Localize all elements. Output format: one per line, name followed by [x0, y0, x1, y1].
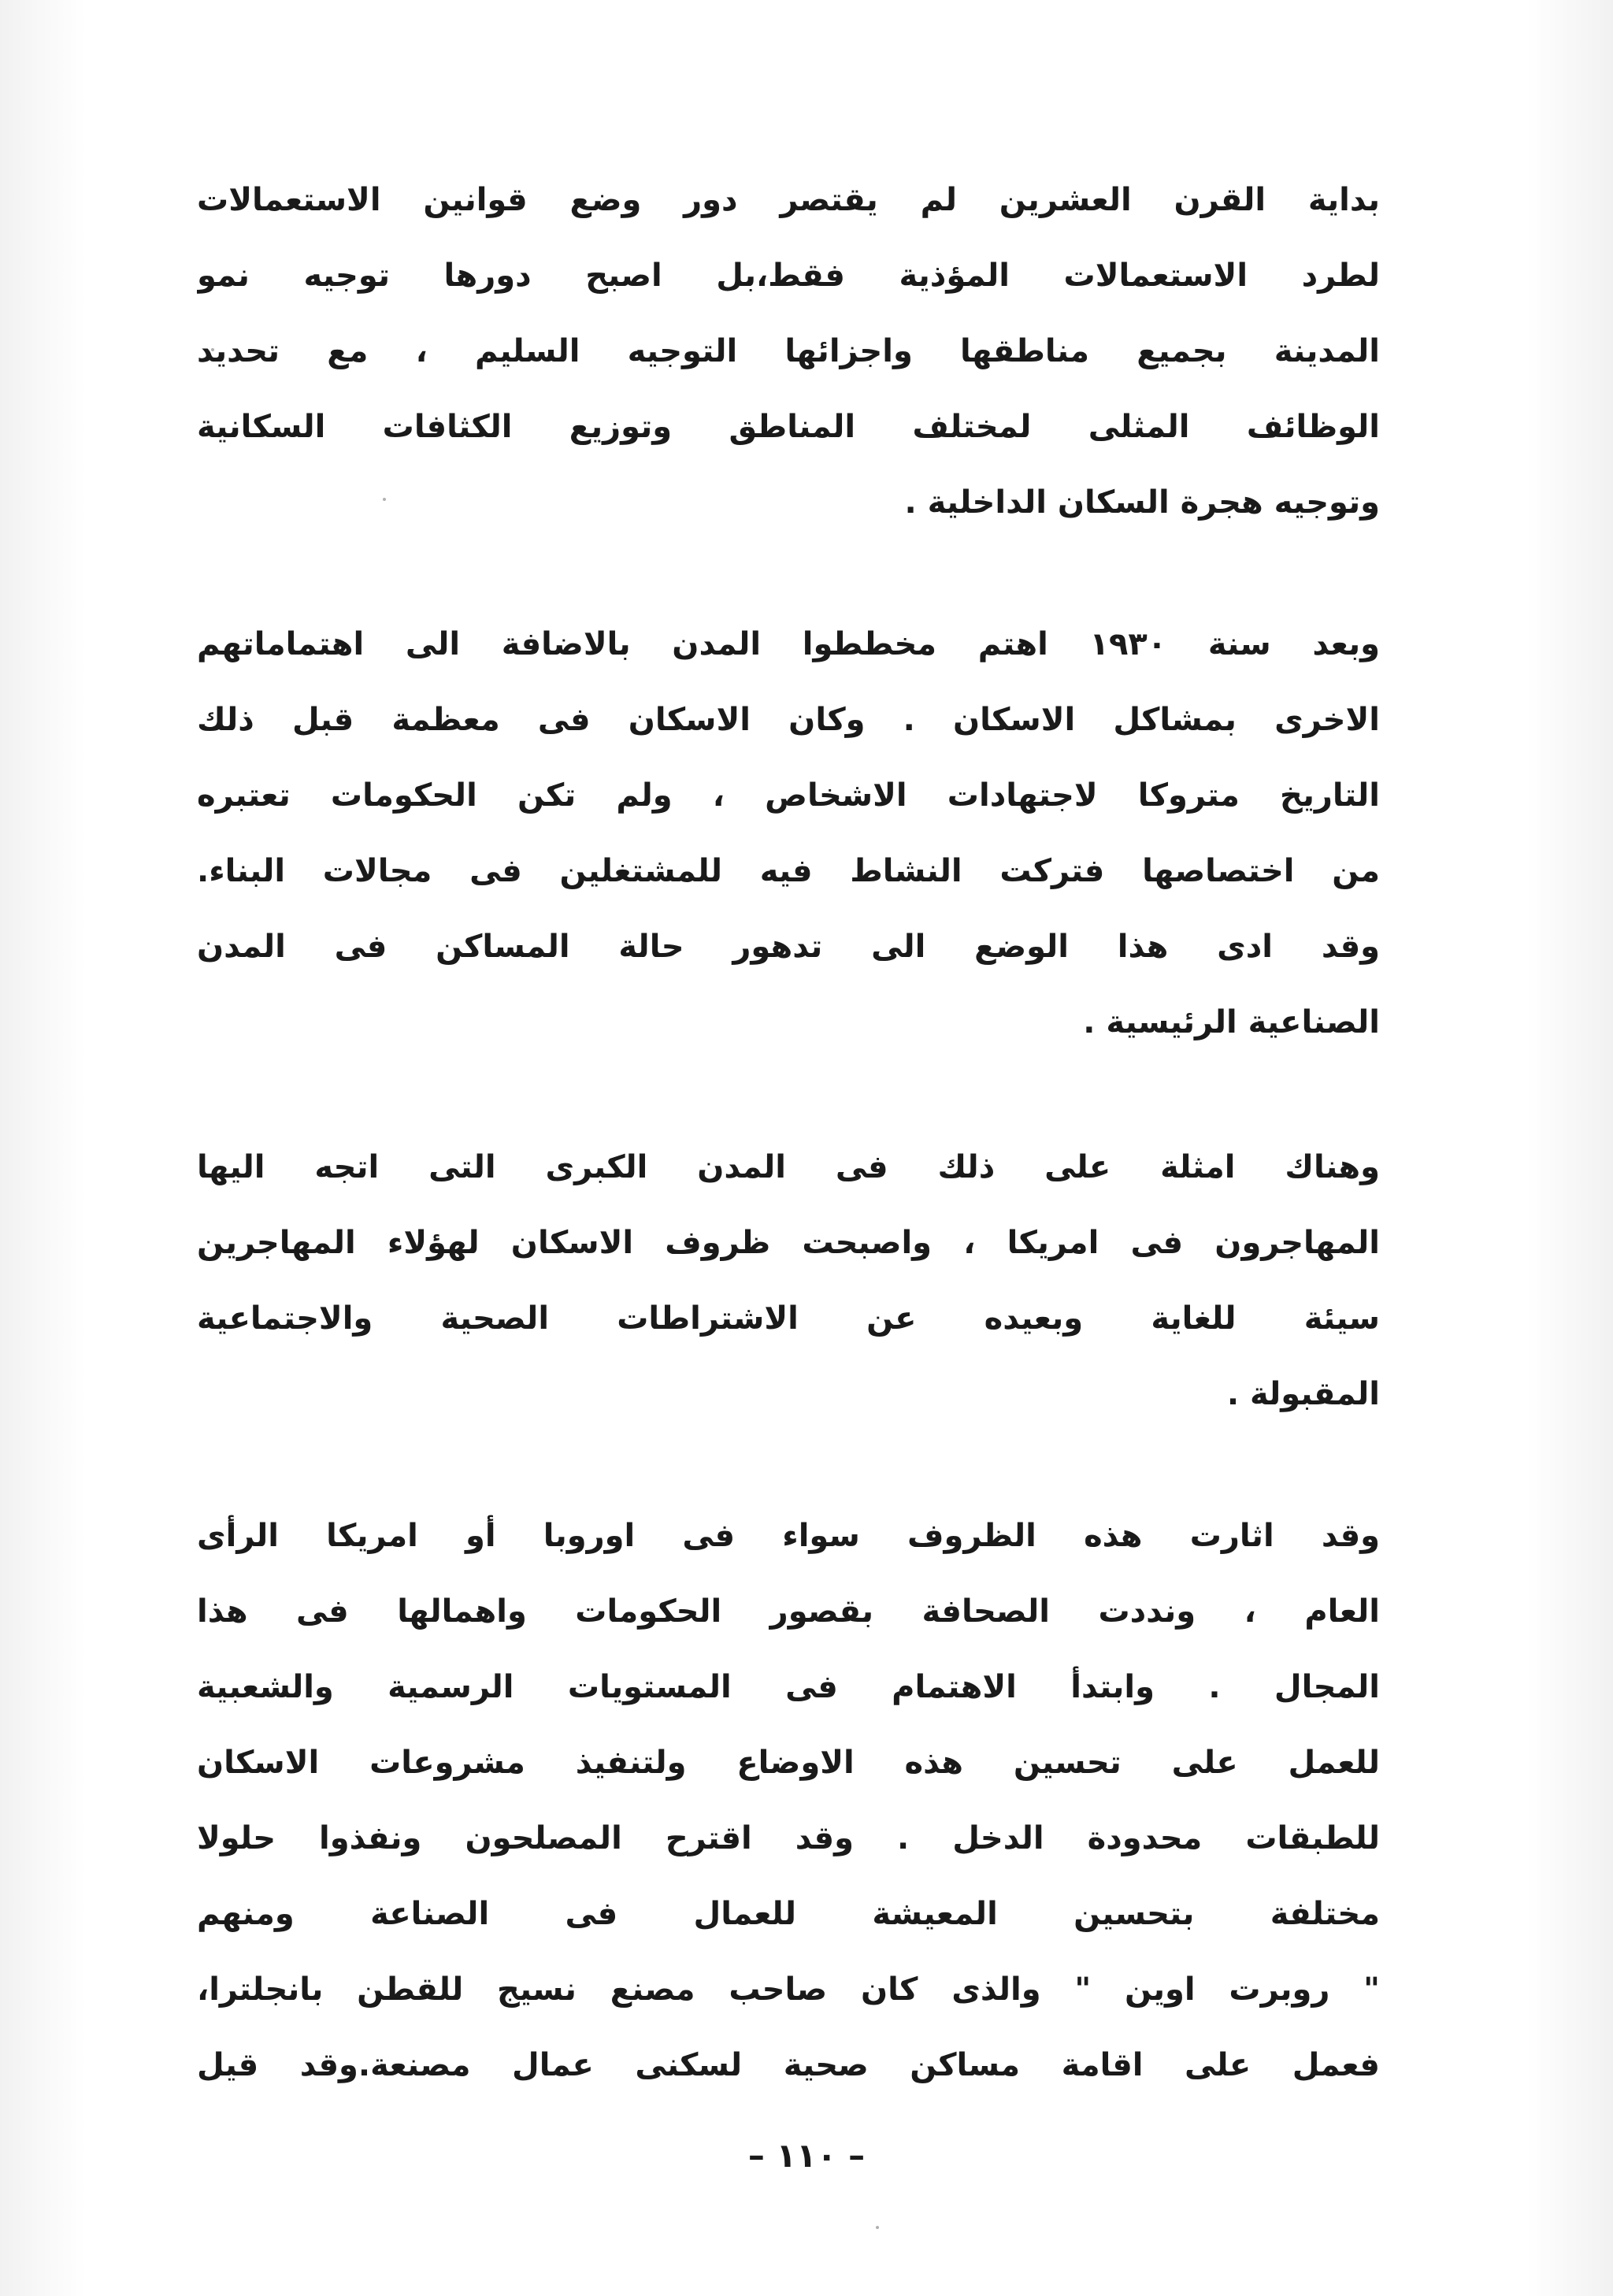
- text-line: " روبرت اوين " والذى كان صاحب مصنع نسيج للقطن بانجلترا،: [197, 1971, 1380, 2008]
- text-line: الاخرى بمشاكل الاسكان . وكان الاسكان فى معظمة قبل ذلك: [197, 702, 1380, 738]
- text-line: المهاجرون فى امريكا ، واصبحت ظروف الاسكان لهؤلاء المهاجرين: [197, 1225, 1380, 1261]
- text-line: سيئة للغاية وبعيده عن الاشتراطات الصحية والاجتماعية: [197, 1300, 1380, 1337]
- text-line: وقد ادى هذا الوضع الى تدهور حالة المساكن فى المدن: [197, 929, 1380, 965]
- text-line: للطبقات محدودة الدخل . وقد اقترح المصلحون ونفذوا حلولا: [197, 1820, 1380, 1856]
- scan-right-edge: [1526, 0, 1613, 2296]
- text-line: التاريخ متروكا لاجتهادات الاشخاص ، ولم تكن الحكومات تعتبره: [197, 777, 1380, 814]
- text-line: فعمل على اقامة مساكن صحية لسكنى عمال مصنعة.وقد قيل: [197, 2047, 1380, 2083]
- text-line: المدينة بجميع مناطقها واجزائها التوجيه السليم ، مع تحديد: [197, 333, 1380, 369]
- text-line: من اختصاصها فتركت النشاط فيه للمشتغلين فى مجالات البناء.: [197, 853, 1380, 889]
- text-line: المجال . وابتدأ الاهتمام فى المستويات الرسمية والشعبية: [197, 1669, 1380, 1705]
- scan-speck: [876, 2226, 879, 2229]
- text-line: مختلفة بتحسين المعيشة للعمال فى الصناعة ومنهم: [197, 1896, 1380, 1932]
- scan-left-edge: [0, 0, 87, 2296]
- text-line: المقبولة .: [1226, 1376, 1380, 1412]
- text-line: العام ، ونددت الصحافة بقصور الحكومات واهمالها فى هذا: [197, 1593, 1380, 1630]
- text-line: وهناك امثلة على ذلك فى المدن الكبرى التى اتجه اليها: [197, 1149, 1380, 1185]
- text-line: وقد اثارت هذه الظروف سواء فى اوروبا أو امريكا الرأى: [197, 1518, 1380, 1554]
- text-line: وتوجيه هجرة السكان الداخلية .: [904, 484, 1380, 521]
- page-number: – ١١٠ –: [747, 2136, 866, 2175]
- text-line: وبعد سنة ١٩٣٠ اهتم مخططوا المدن بالاضافة الى اهتماماتهم: [197, 626, 1380, 662]
- text-line: بداية القرن العشرين لم يقتصر دور وضع قوانين الاستعمالات: [197, 182, 1380, 218]
- text-line: لطرد الاستعمالات المؤذية فقط،بل اصبح دورها توجيه نمو: [197, 258, 1380, 294]
- text-line: الصناعية الرئيسية .: [1083, 1004, 1380, 1040]
- text-line: للعمل على تحسين هذه الاوضاع ولتنفيذ مشروعات الاسكان: [197, 1745, 1380, 1781]
- text-line: الوظائف المثلى لمختلف المناطق وتوزيع الكثافات السكانية: [197, 409, 1380, 445]
